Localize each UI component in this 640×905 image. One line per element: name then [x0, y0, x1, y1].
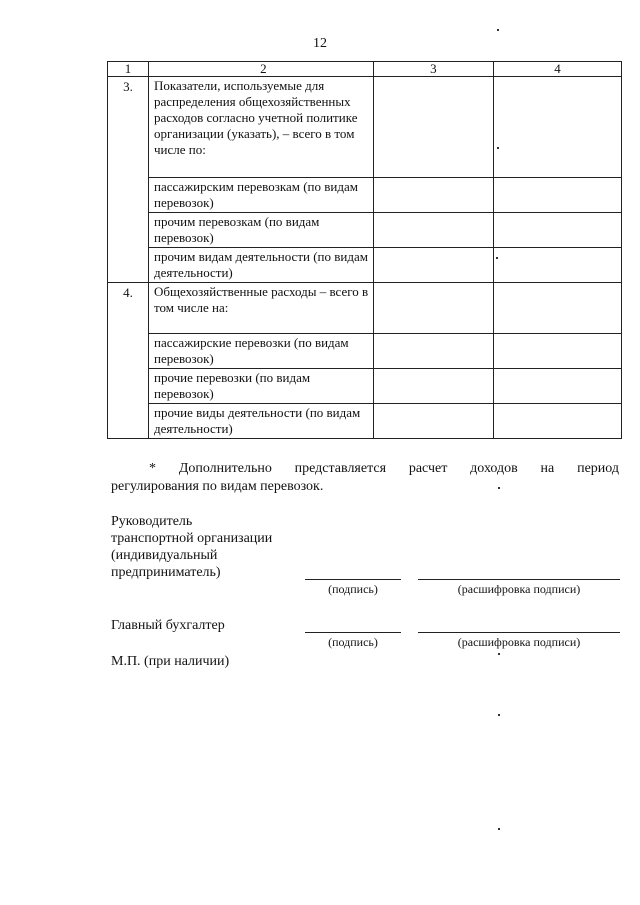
value-cell	[373, 213, 493, 248]
value-cell	[493, 213, 621, 248]
value-cell	[493, 404, 621, 439]
data-table	[107, 61, 622, 439]
scan-speck	[498, 653, 500, 655]
row-number: 4.	[108, 283, 149, 439]
scan-speck	[498, 487, 500, 489]
scan-speck	[497, 29, 499, 31]
value-cell	[493, 248, 621, 283]
decoding-line	[418, 632, 620, 633]
table-row	[108, 404, 622, 439]
row-label: Общехозяйственные расходы – всего в том числе на:	[149, 283, 374, 334]
value-cell	[493, 283, 621, 334]
signatory-line: предприниматель)	[111, 565, 221, 580]
value-cell	[493, 77, 621, 178]
table-header-row	[108, 62, 622, 77]
table-row	[108, 178, 622, 213]
scan-speck	[497, 147, 499, 149]
value-cell	[373, 404, 493, 439]
row-label: прочие виды деятельности (по видам деятельности)	[149, 404, 374, 439]
row-label: пассажирским перевозкам (по видам перевозок)	[149, 178, 374, 213]
table-row	[108, 248, 622, 283]
scan-speck	[498, 828, 500, 830]
column-header: 3	[373, 62, 493, 77]
stamp-label: М.П. (при наличии)	[111, 654, 230, 669]
footnote	[111, 460, 619, 496]
page-number: 12	[313, 36, 327, 51]
chief-accountant-label: Главный бухгалтер	[111, 618, 225, 633]
table-row	[108, 283, 622, 334]
row-label: прочие перевозки (по видам перевозок)	[149, 369, 374, 404]
footnote-line: * Дополнительно представляется расчет доходов на период	[149, 461, 619, 476]
scan-speck	[496, 257, 498, 259]
decoding-caption: (расшифровка подписи)	[457, 582, 581, 596]
signatory-line: (индивидуальный	[111, 548, 218, 563]
head-signatory-label	[111, 513, 272, 581]
column-header: 4	[493, 62, 621, 77]
table-row	[108, 369, 622, 404]
column-header: 2	[149, 62, 374, 77]
row-label: прочим видам деятельности (по видам деятельности)	[149, 248, 374, 283]
row-number: 3.	[108, 77, 149, 283]
signature-line	[305, 579, 401, 580]
column-header: 1	[108, 62, 149, 77]
decoding-line	[418, 579, 620, 580]
value-cell	[493, 369, 621, 404]
row-label: прочим перевозкам (по видам перевозок)	[149, 213, 374, 248]
value-cell	[373, 283, 493, 334]
value-cell	[493, 178, 621, 213]
signatory-line: транспортной организации	[111, 531, 273, 546]
signature-caption: (подпись)	[328, 582, 378, 596]
signature-caption: (подпись)	[328, 635, 378, 649]
table-row	[108, 77, 622, 178]
signatory-line: Руководитель	[111, 514, 193, 529]
value-cell	[373, 369, 493, 404]
row-label: пассажирские перевозки (по видам перевозок)	[149, 334, 374, 369]
decoding-caption: (расшифровка подписи)	[457, 635, 581, 649]
table-row	[108, 334, 622, 369]
table-row	[108, 213, 622, 248]
value-cell	[373, 334, 493, 369]
scan-speck	[498, 714, 500, 716]
signature-line	[305, 632, 401, 633]
value-cell	[493, 334, 621, 369]
value-cell	[373, 178, 493, 213]
value-cell	[373, 248, 493, 283]
value-cell	[373, 77, 493, 178]
row-label: Показатели, используемые для распределения общехозяйственных расходов согласно учетной политике организации (указать), – всего в том числе по:	[149, 77, 374, 178]
footnote-line: регулирования по видам перевозок.	[111, 479, 324, 494]
